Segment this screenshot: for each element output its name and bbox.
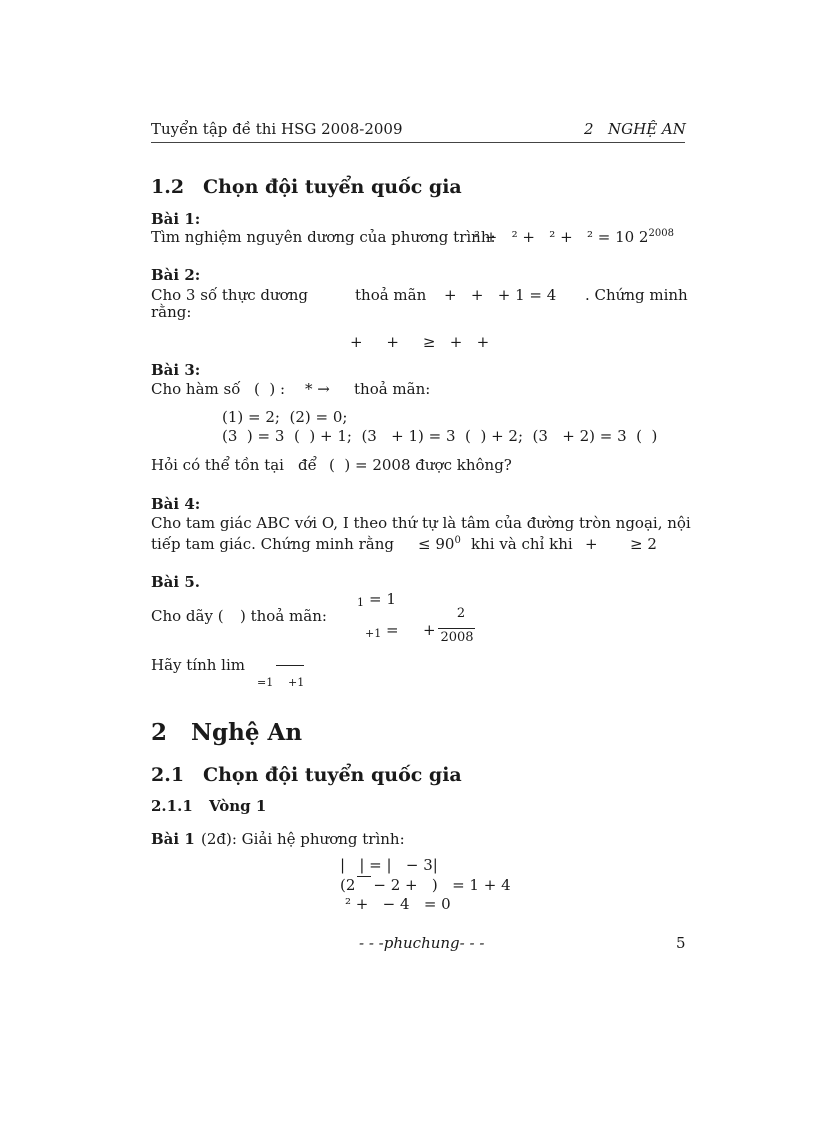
problem-label: Bài 5.	[151, 573, 200, 591]
running-header-number: 2	[584, 120, 594, 138]
problem-text: Cho 3 số thực dương	[151, 286, 308, 304]
subsection-title: Vòng 1	[209, 797, 267, 815]
equation: (3 ) = 3 ( ) + 1; (3 + 1) = 3 ( ) + 2; (3 + 2) = 3 ( )	[222, 427, 658, 445]
fraction-bar	[438, 628, 475, 629]
problem-text: Hãy tính lim	[151, 656, 245, 674]
chapter-title: Nghệ An	[191, 719, 303, 746]
running-header-left: Tuyển tập đề thi HSG 2008-2009	[151, 120, 403, 138]
equation: (1) = 2; (2) = 0;	[222, 408, 348, 426]
subscript: =1	[257, 676, 274, 689]
problem-text: thoả mãn:	[354, 380, 431, 398]
problem-text: khi và chỉ khi	[471, 535, 573, 553]
header-rule	[151, 142, 685, 143]
problem-text: ) thoả mãn:	[240, 607, 327, 625]
footer-author: - - -phuchung- - -	[359, 934, 485, 952]
section-title: Chọn đội tuyển quốc gia	[203, 176, 462, 198]
equation: =	[386, 621, 399, 639]
problem-text: Cho dãy (	[151, 607, 224, 625]
system-equation-1: | | = | − 3|	[340, 856, 438, 874]
problem-text: Hỏi có thể tồn tại	[151, 456, 284, 474]
problem-label: Bài 1:	[151, 210, 201, 228]
equation: ≤ $90^0$	[418, 535, 461, 553]
equation: * →	[305, 380, 330, 398]
system-equation-2: (2 − 2 + ) = 1 + 4	[340, 876, 511, 894]
equation: +	[585, 535, 598, 553]
problem-text: rằng:	[151, 303, 192, 321]
section-title: Chọn đội tuyển quốc gia	[203, 764, 462, 786]
fraction-bar	[276, 665, 304, 666]
section-number: 2.1	[151, 764, 185, 786]
equation: ² + ² + ² + ² = 10 $2^{2008}$	[474, 228, 674, 246]
equation: +	[423, 621, 436, 639]
running-header-title: NGHỆ AN	[608, 120, 686, 138]
page-number: 5	[676, 934, 686, 952]
problem-text: . Chứng minh	[585, 286, 688, 304]
subscript: 1	[357, 596, 364, 609]
equation: + + + 1 = 4	[444, 286, 557, 304]
subscript: +1	[288, 676, 305, 689]
problem-text: Cho hàm số	[151, 380, 241, 398]
fraction-denominator: 2008	[440, 630, 474, 645]
problem-text: Tìm nghiệm nguyên dương của phương trình:	[151, 228, 496, 246]
problem-text: (2đ): Giải hệ phương trình:	[201, 830, 405, 848]
equation: ≥ 2	[630, 535, 657, 553]
problem-label: Bài 1	[151, 830, 195, 848]
equation: = 1	[369, 590, 396, 608]
problem-text: Cho tam giác ABC với O, I theo thứ tự là tâm của đường tròn ngoại, nội	[151, 514, 691, 532]
sqrt-bar	[357, 876, 371, 877]
chapter-number: 2	[151, 719, 168, 746]
equation: ( ) :	[254, 380, 286, 398]
problem-text: ( ) = 2008 được không?	[329, 456, 512, 474]
subscript: +1	[365, 627, 382, 640]
problem-text: để	[298, 456, 317, 474]
system-equation-3: ² + − 4 = 0	[345, 895, 451, 913]
problem-text: thoả mãn	[355, 286, 427, 304]
fraction-numerator: 2	[456, 606, 466, 621]
problem-text: tiếp tam giác. Chứng minh rằng	[151, 535, 394, 553]
problem-label: Bài 4:	[151, 495, 201, 513]
display-inequality: + + ≥ + +	[350, 333, 490, 351]
section-number: 1.2	[151, 176, 185, 198]
problem-label: Bài 3:	[151, 361, 201, 379]
subsection-number: 2.1.1	[151, 797, 193, 815]
problem-label: Bài 2:	[151, 266, 201, 284]
